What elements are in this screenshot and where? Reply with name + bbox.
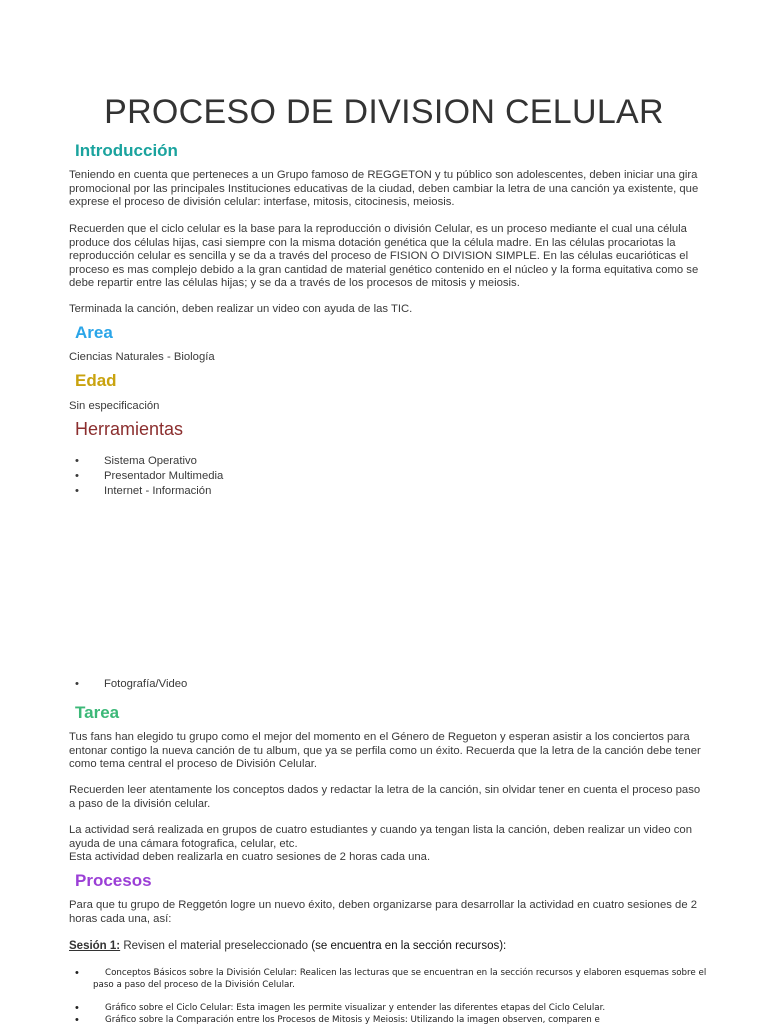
list-item xyxy=(69,1002,709,1014)
intro-paragraph-3: Terminada la canción, deben realizar un video con ayuda de las TIC. xyxy=(69,303,413,315)
heading-introduccion: Introducción xyxy=(75,141,178,160)
procesos-paragraph-1: Para que tu grupo de Reggetón logre un nuevo éxito, deben organizarse para desarrollar la actividad en cuatro sesiones de 2 horas cada una, así: xyxy=(69,899,698,925)
tarea-paragraph-4: Esta actividad deben realizarla en cuatro sesiones de 2 horas cada una. xyxy=(69,851,431,863)
herramientas-list-extra xyxy=(69,677,187,692)
bullet: • xyxy=(75,470,79,482)
herramientas-list xyxy=(69,454,223,499)
bullet: • xyxy=(75,1002,79,1014)
bullet: • xyxy=(75,455,79,467)
heading-area: Area xyxy=(75,323,113,342)
list-item xyxy=(69,454,223,469)
edad-text: Sin especificación xyxy=(69,400,160,412)
list-item-label: Internet - Información xyxy=(104,485,212,497)
heading-herramientas: Herramientas xyxy=(75,419,184,439)
intro-paragraph-2: Recuerden que el ciclo celular es la base para la reproducción o división Celular, es un proceso mediante el cual una célula produce dos células hijas, casi siempre con la misma dotación genética que la célula madre. En las células procariotas la reproducción celular es sencilla y se da a través del proceso de FISION O DIVISION SIMPLE. En las células eucarióticas el proceso es mas complejo debido a la gran cantidad de material genético contenido en el núcleo y la forma equitativa como se debe repartir entre las células hijas; y se da a través de los procesos de mitosis y meiosis. xyxy=(69,223,699,290)
list-item-label: Sistema Operativo xyxy=(104,455,197,467)
procesos-list xyxy=(69,967,709,1026)
page-title: PROCESO DE DIVISION CELULAR xyxy=(104,93,664,131)
bullet: • xyxy=(75,1014,79,1026)
sesion-1-text: Revisen el material preseleccionado xyxy=(120,940,312,952)
list-item xyxy=(69,1014,709,1026)
list-item xyxy=(69,484,223,499)
list-item-label: Fotografía/Video xyxy=(104,678,188,690)
list-item-label: Gráfico sobre la Comparación entre los Procesos de Mitosis y Meiosis: Utilizando la imagen observen, comparen e xyxy=(105,1015,600,1025)
tarea-paragraph-2: Recuerden leer atentamente los conceptos dados y redactar la letra de la canción, sin olvidar tener en cuenta el proceso paso a paso de la división celular. xyxy=(69,784,701,810)
list-item-label: Gráfico sobre el Ciclo Celular: Esta imagen les permite visualizar y entender las diferentes etapas del Ciclo Celular. xyxy=(105,1003,606,1013)
list-item xyxy=(69,967,709,991)
area-text: Ciencias Naturales - Biología xyxy=(69,351,215,363)
bullet: • xyxy=(75,967,79,979)
list-item-label: Conceptos Básicos sobre la División Celular: Realicen las lecturas que se encuentran en la sección recursos y elaboren esquemas sobre el paso a paso del proceso de la División Celular. xyxy=(93,968,707,990)
heading-procesos: Procesos xyxy=(75,871,152,890)
heading-tarea: Tarea xyxy=(75,703,120,722)
sesion-1-paren: (se encuentra en la sección recursos): xyxy=(311,940,507,952)
list-item-label: Presentador Multimedia xyxy=(104,470,224,482)
sesion-1-label: Sesión 1: xyxy=(69,940,121,952)
heading-edad: Edad xyxy=(75,371,117,390)
tarea-paragraph-3: La actividad será realizada en grupos de cuatro estudiantes y cuando ya tengan lista la canción, deben realizar un video con ayuda de una cámara fotografica, celular, etc. xyxy=(69,824,692,850)
tarea-paragraph-1: Tus fans han elegido tu grupo como el mejor del momento en el Género de Regueton y esperan asistir a los conciertos para entonar contigo la nueva canción de tu album, que ya se perfila como un éxito. Recuerda que la letra de la canción debe tener como tema central el proceso de División Celular. xyxy=(69,731,701,771)
list-item xyxy=(69,677,187,692)
sesion-1-line xyxy=(69,940,506,952)
bullet: • xyxy=(75,678,79,690)
bullet: • xyxy=(75,485,79,497)
list-item xyxy=(69,469,223,484)
intro-paragraph-1: Teniendo en cuenta que perteneces a un Grupo famoso de REGGETON y tu público son adolescentes, deben iniciar una gira promocional por las principales Instituciones educativas de la ciudad, deben cambiar la letra de una canción ya existente, que exprese el proceso de división celular: interfase, mitosis, citocinesis, meiosis. xyxy=(69,169,699,209)
